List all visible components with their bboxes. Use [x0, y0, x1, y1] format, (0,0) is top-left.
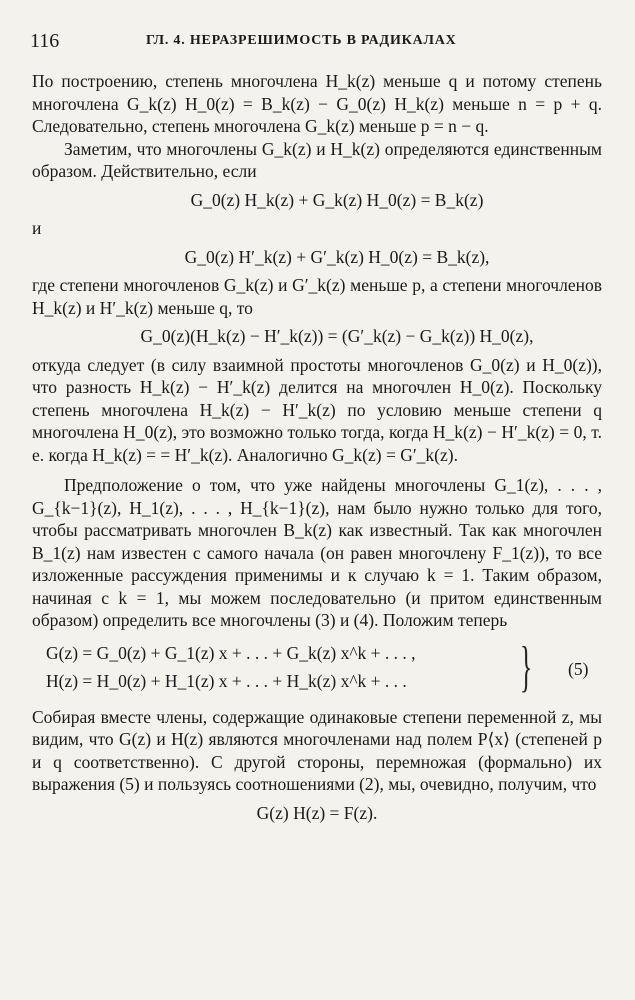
paragraph-3: где степени многочленов G_k(z) и G′_k(z) меньше p, а степени многочленов H_k(z) и H′_k(z) меньше q, то — [32, 275, 602, 318]
paragraph-6: Собирая вместе члены, содержащие одинаковые степени переменной z, мы видим, что G(z) и H(z) являются многочленами над полем P⟨x⟩ (степеней p и q соответственно). С другой стороны, перемножая (формально) их выражения (5) и пользуясь соотношениями (2), мы, очевидно, получим, что — [32, 706, 602, 794]
paragraph-1: По построению, степень многочлена H_k(z) меньше q и потому степень многочлена G_k(z) H_0(z) = B_k(z) − G_0(z) H_k(z) меньше n = p + q. Следовательно, степень многочлена G_k(z) меньше p = n − q. — [32, 71, 602, 136]
equation-number: (5) — [568, 658, 589, 679]
system-line-g: G(z) = G_0(z) + G_1(z) x + . . . + G_k(z) x^k + . . . , — [46, 642, 416, 663]
conjunction-and: и — [32, 218, 42, 238]
equation-3: G_0(z)(H_k(z) − H′_k(z)) = (G′_k(z) − G_k(z)) H_0(z), — [140, 326, 534, 346]
right-brace: } — [520, 635, 533, 698]
equation-final: G(z) H(z) = F(z). — [256, 802, 378, 823]
equation-1: G_0(z) H_k(z) + G_k(z) H_0(z) = B_k(z) — [190, 189, 484, 210]
paragraph-5: Предположение о том, что уже найдены многочлены G_1(z), . . . , G_{k−1}(z), H_1(z), . . . , H_{k−1}(z), нам было нужно только для того, чтобы рассматривать многочлен B_k(z) как известный. Так как многочлен B_1(z) нам известен с самого начала (он равен многочлену F_1(z)), то все изложенные рассуждения применимы и к случаю k = 1. Таким образом, начиная с k = 1, мы можем последовательно (и притом единственным образом) определить все многочлены (3) и (4). Положим теперь — [32, 475, 602, 630]
system-line-h: H(z) = H_0(z) + H_1(z) x + . . . + H_k(z) x^k + . . . — [46, 670, 407, 691]
running-head: ГЛ. 4. НЕРАЗРЕШИМОСТЬ В РАДИКАЛАХ — [146, 33, 457, 48]
page-header — [30, 30, 605, 54]
page-body — [32, 70, 602, 830]
paragraph-2: Заметим, что многочлены G_k(z) и H_k(z) определяются единственным образом. Действительно, если — [32, 138, 602, 181]
equation-system-5 — [32, 635, 602, 700]
equation-2: G_0(z) H′_k(z) + G′_k(z) H_0(z) = B_k(z), — [184, 246, 490, 267]
page-number: 116 — [30, 30, 60, 52]
paragraph-4: откуда следует (в силу взаимной простоты многочленов G_0(z) и H_0(z)), что разность H_k(z) − H′_k(z) делится на многочлен H_0(z). Поскольку степень многочлена H_k(z) − H′_k(z) по условию меньше степени q многочлена H_0(z), это возможно только тогда, когда H_k(z) − H′_k(z) = 0, т. е. когда H_k(z) = = H′_k(z). Аналогично G_k(z) = G′_k(z). — [32, 354, 602, 465]
